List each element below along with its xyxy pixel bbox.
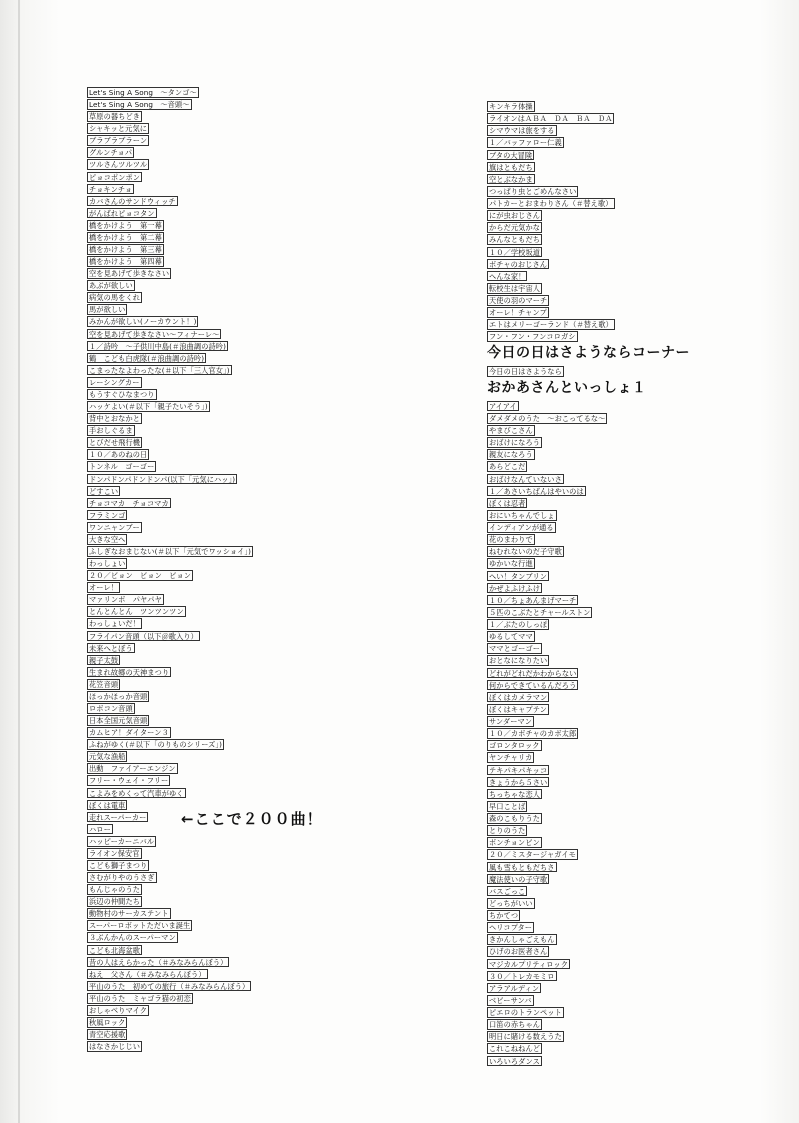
song-title: かぜよふけふけ bbox=[489, 583, 541, 593]
song-title: オーレ！ bbox=[89, 583, 119, 593]
song-title: 風も雪もともだちさ bbox=[489, 862, 555, 872]
song-title: 青空応援歌 bbox=[89, 1030, 126, 1040]
song-title: 草原の器ちどき bbox=[89, 112, 141, 122]
song-title: 口笛の赤ちゃん bbox=[489, 1020, 541, 1030]
song-title: 秋風ロック bbox=[89, 1018, 126, 1028]
song-title: ほっかほっか音頭 bbox=[89, 691, 148, 701]
song-title: ブラブラブラーン bbox=[89, 136, 148, 146]
song-title: エトはメリーゴーランド（＃替え歌） bbox=[489, 320, 613, 330]
song-title: こよみをめくって汽車がゆく bbox=[89, 788, 184, 798]
song-title: わっしょいだ！ bbox=[89, 619, 140, 629]
song-title: ３ぶんかんのスーパーマン bbox=[89, 933, 176, 943]
heading-sayonara-corner: 今日の日はさようならコーナー bbox=[487, 345, 690, 362]
song-title: ちっちゃな恋人 bbox=[489, 789, 541, 799]
song-title: カムヒア！ダイターン３ bbox=[89, 728, 169, 738]
song-title: ピョコポンポン bbox=[89, 172, 141, 182]
song-title: 平山のうた ミャゴラ猫の初恋 bbox=[89, 993, 191, 1003]
song-title: ドンパドンパドンドンパ(以下「元気にハッ」) bbox=[89, 474, 236, 484]
song-title: フラミンゴ bbox=[89, 510, 126, 520]
song-title: 動物村のサーカステント bbox=[89, 909, 169, 919]
song-title: テキパキパキッコ bbox=[489, 765, 548, 775]
song-title: 出動 ファイアーエンジン bbox=[89, 764, 176, 774]
song-title: からだ元気かな bbox=[489, 223, 541, 233]
song-title: 魔法使いの子守歌 bbox=[489, 874, 548, 884]
song-title: ふしぎなおまじない(＃以下「元気でワッショイ」) bbox=[89, 546, 252, 556]
song-title: 未来へとぼう bbox=[89, 643, 133, 653]
song-title: インディアンが通る bbox=[489, 523, 554, 532]
song-title: 病気の馬をくれ bbox=[89, 293, 141, 303]
song-title: スーパーロボットただいま誕生 bbox=[89, 921, 191, 931]
song-title: １０／あのねの日 bbox=[89, 450, 148, 460]
song-title: 転校生は宇宙人 bbox=[489, 283, 541, 293]
song-title: １／バッファロー仁義 bbox=[489, 138, 562, 148]
song-title: ライオンはＡＢＡ ＤＡ ＢＡ ＤＡ bbox=[489, 114, 613, 124]
song-title: ライオン保安官 bbox=[89, 848, 140, 858]
song-title: チョコマカ チョコマカ bbox=[89, 498, 169, 508]
song-title: 橋をかけよう 第三幕 bbox=[89, 245, 162, 255]
song-title: カバさんのサンドウィッチ bbox=[89, 196, 176, 206]
song-title: おばけになろう bbox=[489, 438, 541, 448]
song-title: 鶴 こども白虎隊(＃浪曲調の詩吟) bbox=[89, 353, 205, 363]
song-title: １／ぶたのしっぽ bbox=[489, 620, 548, 629]
song-title: マジカルプリティロック bbox=[489, 959, 569, 969]
song-title: １０／学校坂道 bbox=[489, 247, 541, 257]
song-title: ブタの大冒険 bbox=[489, 150, 533, 160]
song-title: みんなともだち bbox=[489, 235, 541, 245]
song-title: １０／カボチャのカボ太郎 bbox=[489, 729, 577, 739]
song-title: 生まれ故郷の天神まつり bbox=[89, 667, 170, 677]
song-title: ハッケよい(＃以下「親子たいそう」) bbox=[89, 402, 208, 412]
song-title: これこねねんど bbox=[489, 1044, 541, 1054]
song-title: ねむれないのだ子守歌 bbox=[489, 547, 562, 557]
song-title: フン・フン・フンコロガシ bbox=[489, 332, 576, 342]
song-title: とびだせ飛行機 bbox=[89, 438, 141, 448]
song-title: にが虫おじさん bbox=[489, 211, 541, 221]
song-title: １／詩吟 ～子供川中島(＃浪曲調の詩吟) bbox=[89, 341, 226, 351]
song-title: 橋をかけよう 第四幕 bbox=[89, 257, 162, 267]
song-title: オーレ！チャンプ bbox=[489, 308, 547, 318]
song-title: ボチャのおじさん bbox=[489, 259, 548, 269]
song-title: 親友になろう bbox=[489, 450, 533, 460]
song-title: きょうから５さい bbox=[489, 777, 548, 787]
song-title: ママとゴーゴー bbox=[489, 644, 541, 654]
song-title: とりのうた bbox=[489, 826, 526, 836]
song-title: チョキンチョ bbox=[89, 184, 133, 194]
song-title: パトカーとおまわりさん（＃替え歌） bbox=[489, 199, 613, 208]
song-title: 大きな空へ bbox=[89, 534, 126, 544]
song-title: いろいろダンス bbox=[489, 1056, 540, 1066]
song-title: ねえ 父さん（＃みなみらんぼう） bbox=[89, 969, 206, 979]
song-title: 天使の羽のマーチ bbox=[489, 296, 548, 305]
song-title: つっぱり虫とごめんなさい bbox=[489, 186, 577, 196]
song-title: 早口ことば bbox=[489, 801, 526, 811]
song-title: 旗はともだち bbox=[489, 162, 533, 172]
song-title: わっしょい bbox=[89, 559, 126, 569]
song-title: 日本全国元気音頭 bbox=[89, 716, 148, 726]
song-title: 空を見あげて歩きなさい～フィナーレ～ bbox=[89, 329, 220, 339]
song-title: 昔の人はえらかった（＃みなみらんぼう） bbox=[89, 957, 228, 967]
song-title: ゆかいな行進 bbox=[489, 559, 533, 569]
song-title: バスごっこ bbox=[489, 886, 526, 896]
song-title: とんとんとん ツンツンツン bbox=[89, 607, 184, 617]
song-title: レーシングカー bbox=[89, 377, 140, 387]
song-title: おとなになりたい bbox=[489, 656, 548, 666]
song-title: 橋をかけよう 第二幕 bbox=[89, 232, 162, 242]
song-title: 背中とおなかと bbox=[89, 414, 141, 424]
song-title: ちかてつ bbox=[489, 911, 519, 920]
song-title: ヤンチャリカ bbox=[489, 753, 533, 763]
song-title: Let's Sing A Song ～タンゴ～ bbox=[89, 88, 197, 97]
song-title: おにいちゃんでしょ bbox=[489, 510, 555, 520]
song-title: ワンニャンブー bbox=[89, 522, 140, 532]
song-title: 元気な漁船 bbox=[89, 752, 126, 762]
song-title: さむがりやのうさぎ bbox=[89, 873, 155, 883]
song-title: きかんしゃごえもん bbox=[489, 935, 555, 945]
song-title: へんな家！ bbox=[489, 271, 526, 281]
song-list-right-bottom bbox=[487, 401, 690, 1066]
song-title: 森のこもりうた bbox=[489, 814, 541, 823]
song-title: あらどこだ bbox=[489, 462, 526, 472]
song-title: ２０／ビョン ビョン ビョン bbox=[89, 571, 192, 581]
song-title: ロボコン音頭 bbox=[89, 703, 133, 713]
song-title: １／あさいちばんはやいのは bbox=[489, 486, 584, 496]
song-title: ベビーサンバ bbox=[489, 995, 532, 1005]
song-title: ２０／ミスタージャガイモ bbox=[489, 850, 576, 860]
song-title: 橋をかけよう 第一幕 bbox=[89, 220, 162, 230]
song-title: 手おしぐるま bbox=[89, 426, 133, 436]
song-title: グルンチョパ bbox=[89, 148, 133, 158]
song-title: シマウマは旅をする bbox=[489, 126, 555, 136]
song-title: 空とぶなかま bbox=[489, 174, 533, 184]
song-title: ぼくはカメラマン bbox=[489, 692, 548, 702]
song-title: ぼくは電車 bbox=[89, 800, 126, 810]
song-title: あぶが欲しい bbox=[89, 281, 133, 291]
song-title: 走れスーパーカー bbox=[89, 812, 147, 822]
song-list-sayonara bbox=[487, 366, 690, 377]
song-title: へい！タンブリン bbox=[489, 571, 548, 581]
song-title: どっちがいい bbox=[489, 898, 533, 908]
song-title: やまびこさん bbox=[489, 426, 533, 435]
song-title: もんじゃのうた bbox=[89, 885, 141, 895]
song-title: 花のまわりで bbox=[489, 535, 533, 545]
song-title: フリー・ウェイ・フリー bbox=[89, 776, 169, 786]
song-title: 平山のうた 初めての旅行（＃みなみらんぼう） bbox=[89, 981, 250, 991]
heading-okaasan-to-issho: おかあさんといっしょ１ bbox=[487, 379, 647, 396]
song-title: ボンチョンビン bbox=[489, 838, 540, 848]
song-title: こども獅子まつり bbox=[89, 861, 148, 870]
song-title: 明日に賭ける数えうた bbox=[489, 1032, 562, 1042]
page-fold-shadow bbox=[18, 0, 20, 1123]
song-title: ダメダメのうた ～おこってるな～ bbox=[489, 413, 606, 423]
song-title: マァリンボ パヤパヤ bbox=[89, 595, 162, 605]
song-title: ヘリコプター bbox=[489, 923, 533, 933]
song-title: こまったなよわったな(＃以下「三人官女」) bbox=[89, 365, 230, 375]
song-title: １０／ちょあんまげマーチ bbox=[489, 595, 577, 605]
song-title: ピエロのトランペット bbox=[489, 1008, 562, 1017]
song-title: ハロー bbox=[89, 824, 111, 834]
song-title: ゴロンタロック bbox=[489, 741, 540, 751]
song-title: おしゃべりマイク bbox=[89, 1005, 148, 1015]
song-title: みかんが欲しい(ノーカウント！) bbox=[89, 317, 197, 327]
song-title: こども北海盆歌 bbox=[89, 945, 141, 955]
song-title: どすこい bbox=[89, 486, 119, 496]
song-title: もうすぐひなまつり bbox=[89, 389, 155, 399]
song-title: ふねがゆく(＃以下「のりものシリーズ」) bbox=[89, 740, 223, 750]
song-title: 馬が欲しい bbox=[89, 305, 126, 315]
song-title: キンキラ体操 bbox=[489, 102, 533, 111]
song-title: シャキッと元気に bbox=[89, 124, 148, 134]
song-title: Let's Sing A Song ～音頭～ bbox=[89, 100, 190, 110]
song-title: 浜辺の仲間たち bbox=[89, 897, 141, 907]
song-title: 何からできているんだろう bbox=[489, 680, 577, 690]
song-title: どれがどれだかわからない bbox=[489, 668, 577, 678]
song-title: ゆるしてママ bbox=[489, 632, 533, 642]
song-title: ひげのお医者さん bbox=[489, 947, 548, 957]
song-title: 花笠音頭 bbox=[89, 679, 119, 689]
song-title: おばけなんていないさ bbox=[489, 474, 562, 484]
song-title: アラアルディン bbox=[489, 983, 540, 993]
note-200-songs: ←ここで２００曲！ bbox=[181, 810, 323, 828]
song-title: ３０／トレカモミロ bbox=[489, 971, 555, 981]
song-title: サンダーマン bbox=[489, 717, 533, 726]
song-list-left bbox=[87, 87, 253, 1053]
song-title: 今日の日はさようなら bbox=[489, 367, 562, 377]
song-title: トンネル ゴーゴー bbox=[89, 462, 155, 472]
song-title: ぼくはキャプテン bbox=[489, 704, 547, 714]
song-title: 空を見あげて歩きなさい bbox=[89, 269, 170, 279]
song-title: ハッピーカーニバル bbox=[89, 836, 155, 846]
song-title: がんばれピョコタン bbox=[89, 208, 155, 218]
song-title: ツルさんツルツル bbox=[89, 160, 148, 170]
song-list-right-top bbox=[487, 101, 690, 342]
song-title: アイアイ bbox=[489, 401, 517, 411]
song-title: ５匹のこぶたとチャールストン bbox=[489, 607, 591, 617]
song-title: はなさかじじい bbox=[89, 1042, 141, 1052]
song-title: 親子太鼓 bbox=[89, 655, 119, 665]
song-title: ぼくは忍者 bbox=[489, 498, 526, 508]
song-title: フライパン音頭（以下＠歌入り） bbox=[89, 631, 198, 641]
song-list-right bbox=[487, 101, 690, 1068]
